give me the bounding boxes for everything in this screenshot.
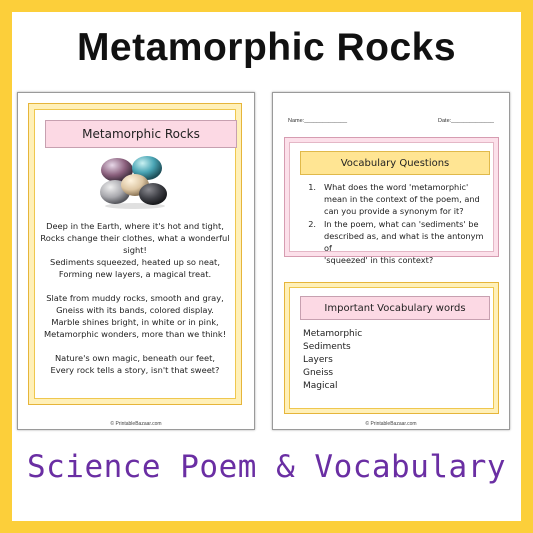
question-number: 1. bbox=[308, 182, 316, 192]
question-line: What does the word 'metamorphic' bbox=[324, 182, 469, 192]
poem-line: Slate from muddy rocks, smooth and gray, bbox=[46, 293, 224, 303]
poem-frame bbox=[28, 103, 242, 405]
name-date-row bbox=[288, 118, 494, 124]
question-item bbox=[298, 218, 485, 266]
question-line: 'squeezed' in this context? bbox=[324, 255, 434, 265]
question-line: described as, and what is the antonym of bbox=[324, 231, 484, 253]
date-field-label: Date:______________ bbox=[438, 118, 494, 124]
poem-line: Gneiss with its bands, colored display. bbox=[56, 305, 214, 315]
vocabulary-words-box bbox=[284, 282, 499, 414]
subtitle: Science Poem & Vocabulary bbox=[26, 449, 507, 485]
question-text bbox=[324, 181, 480, 217]
vocab-inner bbox=[289, 287, 494, 409]
poem-line: Deep in the Earth, where it's hot and tight, bbox=[46, 221, 224, 231]
vocab-word: Magical bbox=[303, 381, 338, 391]
vocab-word: Layers bbox=[303, 355, 333, 365]
poem-line: Every rock tells a story, isn't that sweet? bbox=[50, 365, 220, 375]
vocab-word: Sediments bbox=[303, 342, 351, 352]
vocab-word: Gneiss bbox=[303, 368, 334, 378]
poem-stanza bbox=[37, 220, 233, 280]
vocabulary-questions-box bbox=[284, 137, 499, 265]
questions-title: Vocabulary Questions bbox=[300, 151, 490, 175]
question-item bbox=[298, 181, 485, 217]
poem-stanza bbox=[37, 352, 233, 376]
poem-line: sight! bbox=[123, 245, 147, 255]
question-text bbox=[324, 218, 485, 266]
poem-inner bbox=[34, 109, 236, 399]
footer-credit: © PrintableBazaar.com bbox=[110, 421, 162, 427]
poem-line: Marble shines bright, in white or in pink, bbox=[51, 317, 219, 327]
poem-title: Metamorphic Rocks bbox=[45, 120, 237, 148]
poem-line: Metamorphic wonders, more than we think! bbox=[43, 329, 227, 339]
question-line: mean in the context of the poem, and bbox=[324, 194, 480, 204]
vocab-word-list bbox=[303, 328, 362, 393]
page-title: Metamorphic Rocks bbox=[76, 26, 457, 69]
footer-credit: © PrintableBazaar.com bbox=[365, 421, 417, 427]
questions-inner bbox=[289, 142, 494, 265]
poem-line: Rocks change their clothes, what a wonderful bbox=[40, 233, 230, 243]
poem-page bbox=[17, 92, 255, 430]
poem-line: Forming new layers, a magical treat. bbox=[58, 269, 212, 279]
poem-text bbox=[37, 220, 233, 388]
poem-line: Nature's own magic, beneath our feet, bbox=[54, 353, 216, 363]
name-field-label: Name:______________ bbox=[288, 118, 348, 124]
rocks-image bbox=[95, 154, 175, 210]
worksheet-page bbox=[272, 92, 510, 430]
canvas bbox=[12, 12, 521, 521]
question-line: can you provide a synonym for it? bbox=[324, 206, 464, 216]
poem-stanza bbox=[37, 292, 233, 340]
question-line: In the poem, what can 'sediments' be bbox=[324, 219, 479, 229]
question-number: 2. bbox=[308, 219, 316, 229]
poem-line: Sediments squeezed, heated up so neat, bbox=[50, 257, 220, 267]
vocab-word: Metamorphic bbox=[303, 329, 363, 339]
question-list bbox=[298, 181, 485, 267]
vocab-title: Important Vocabulary words bbox=[300, 296, 490, 320]
